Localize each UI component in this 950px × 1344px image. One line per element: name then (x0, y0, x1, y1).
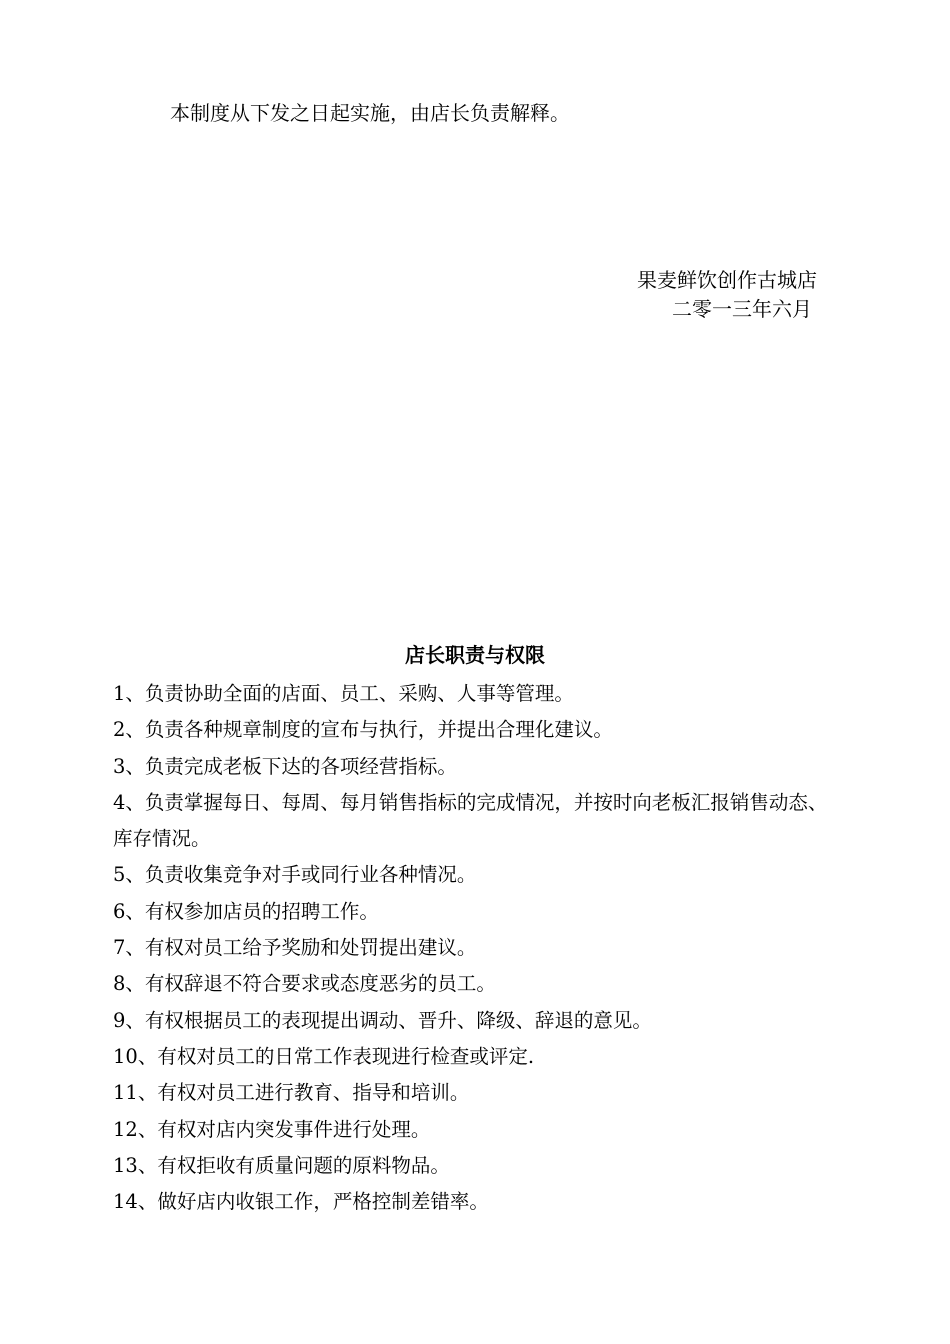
list-item: 6、有权参加店员的招聘工作。 (113, 899, 379, 923)
list-item: 11、有权对员工进行教育、指导和培训。 (113, 1081, 470, 1105)
list-item: 3、负责完成老板下达的各项经营指标。 (113, 754, 457, 778)
list-item: 1、负责协助全面的店面、员工、采购、人事等管理。 (113, 682, 574, 705)
signature-store-name: 果麦鲜饮创作古城店 (637, 268, 817, 292)
list-item: 7、有权对员工给予奖励和处罚提出建议。 (113, 936, 477, 960)
list-item: 12、有权对店内突发事件进行处理。 (113, 1117, 431, 1141)
list-item: 5、负责收集竞争对手或同行业各种情况。 (113, 863, 477, 887)
list-item: 9、有权根据员工的表现提出调动、晋升、降级、辞退的意见。 (113, 1008, 652, 1032)
duties-list (113, 676, 843, 1220)
list-item: 13、有权拒收有质量问题的原料物品。 (113, 1153, 450, 1177)
signature-block (637, 266, 817, 324)
signature-date: 二零一三年六月 (672, 297, 812, 321)
list-item: 10、有权对员工的日常工作表现进行检查或评定. (113, 1044, 535, 1068)
list-item: 4、负责掌握每日、每周、每月销售指标的完成情况，并按时向老板汇报销售动态、库存情况。 (113, 790, 828, 851)
list-item: 2、负责各种规章制度的宣布与执行，并提出合理化建议。 (113, 718, 613, 742)
section-title: 店长职责与权限 (405, 643, 545, 667)
list-item: 14、做好店内收银工作，严格控制差错率。 (113, 1190, 489, 1214)
list-item: 8、有权辞退不符合要求或态度恶劣的员工。 (113, 972, 496, 996)
intro-paragraph: 本制度从下发之日起实施，由店长负责解释。 (170, 101, 570, 125)
